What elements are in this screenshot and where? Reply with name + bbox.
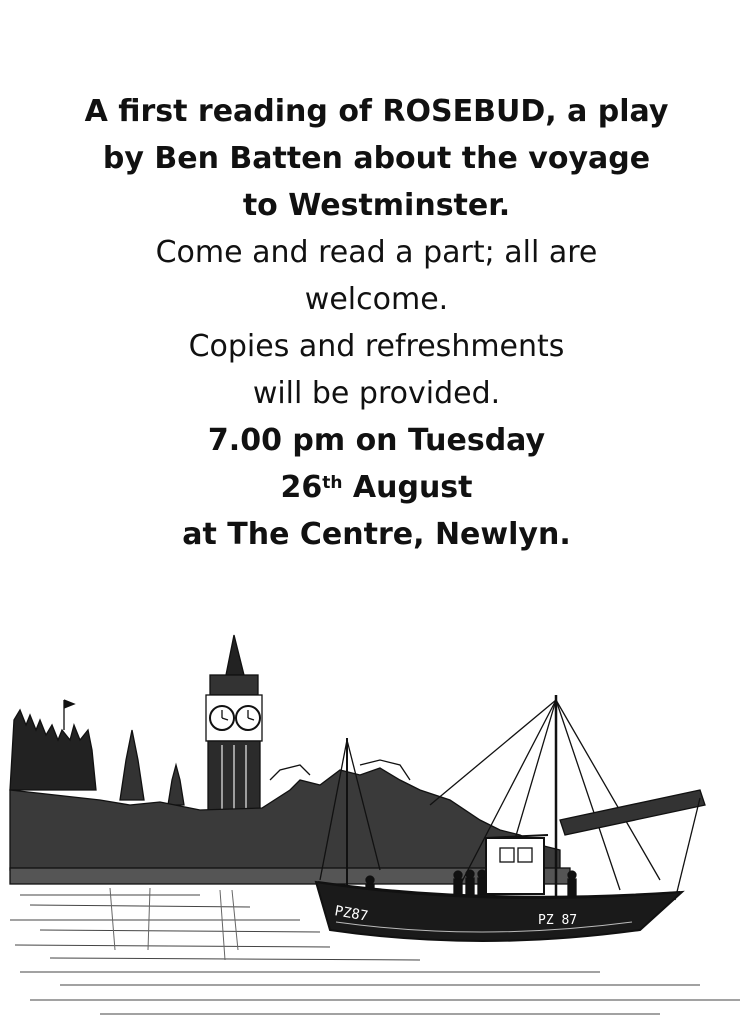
headline-line-1: A first reading of ROSEBUD, a play <box>84 94 669 129</box>
provision-line-2: will be provided. <box>252 376 501 411</box>
westminster-boat-illustration <box>0 630 753 1024</box>
event-date-day: 26 <box>280 470 323 505</box>
event-time: 7.00 pm on Tuesday <box>207 423 546 458</box>
poster-text <box>0 88 753 558</box>
provision-line-1: Copies and refreshments <box>188 329 565 364</box>
event-venue: at The Centre, Newlyn. <box>182 517 571 552</box>
event-date <box>0 464 753 511</box>
spire <box>168 765 184 805</box>
event-date-month: August <box>342 470 473 505</box>
spire <box>120 730 144 800</box>
headline-line-3: to Westminster. <box>242 188 511 223</box>
boat-registration-hull: PZ87 <box>333 903 370 925</box>
event-date-suffix: th <box>322 473 343 493</box>
headline-line-2: by Ben Batten about the voyage <box>102 141 651 176</box>
palace-towers-left <box>10 700 96 790</box>
clock-tower <box>206 635 262 831</box>
boat-registration-bow: PZ 87 <box>538 913 578 928</box>
invite-line-2: welcome. <box>304 282 449 317</box>
invite-line-1: Come and read a part; all are <box>155 235 598 270</box>
